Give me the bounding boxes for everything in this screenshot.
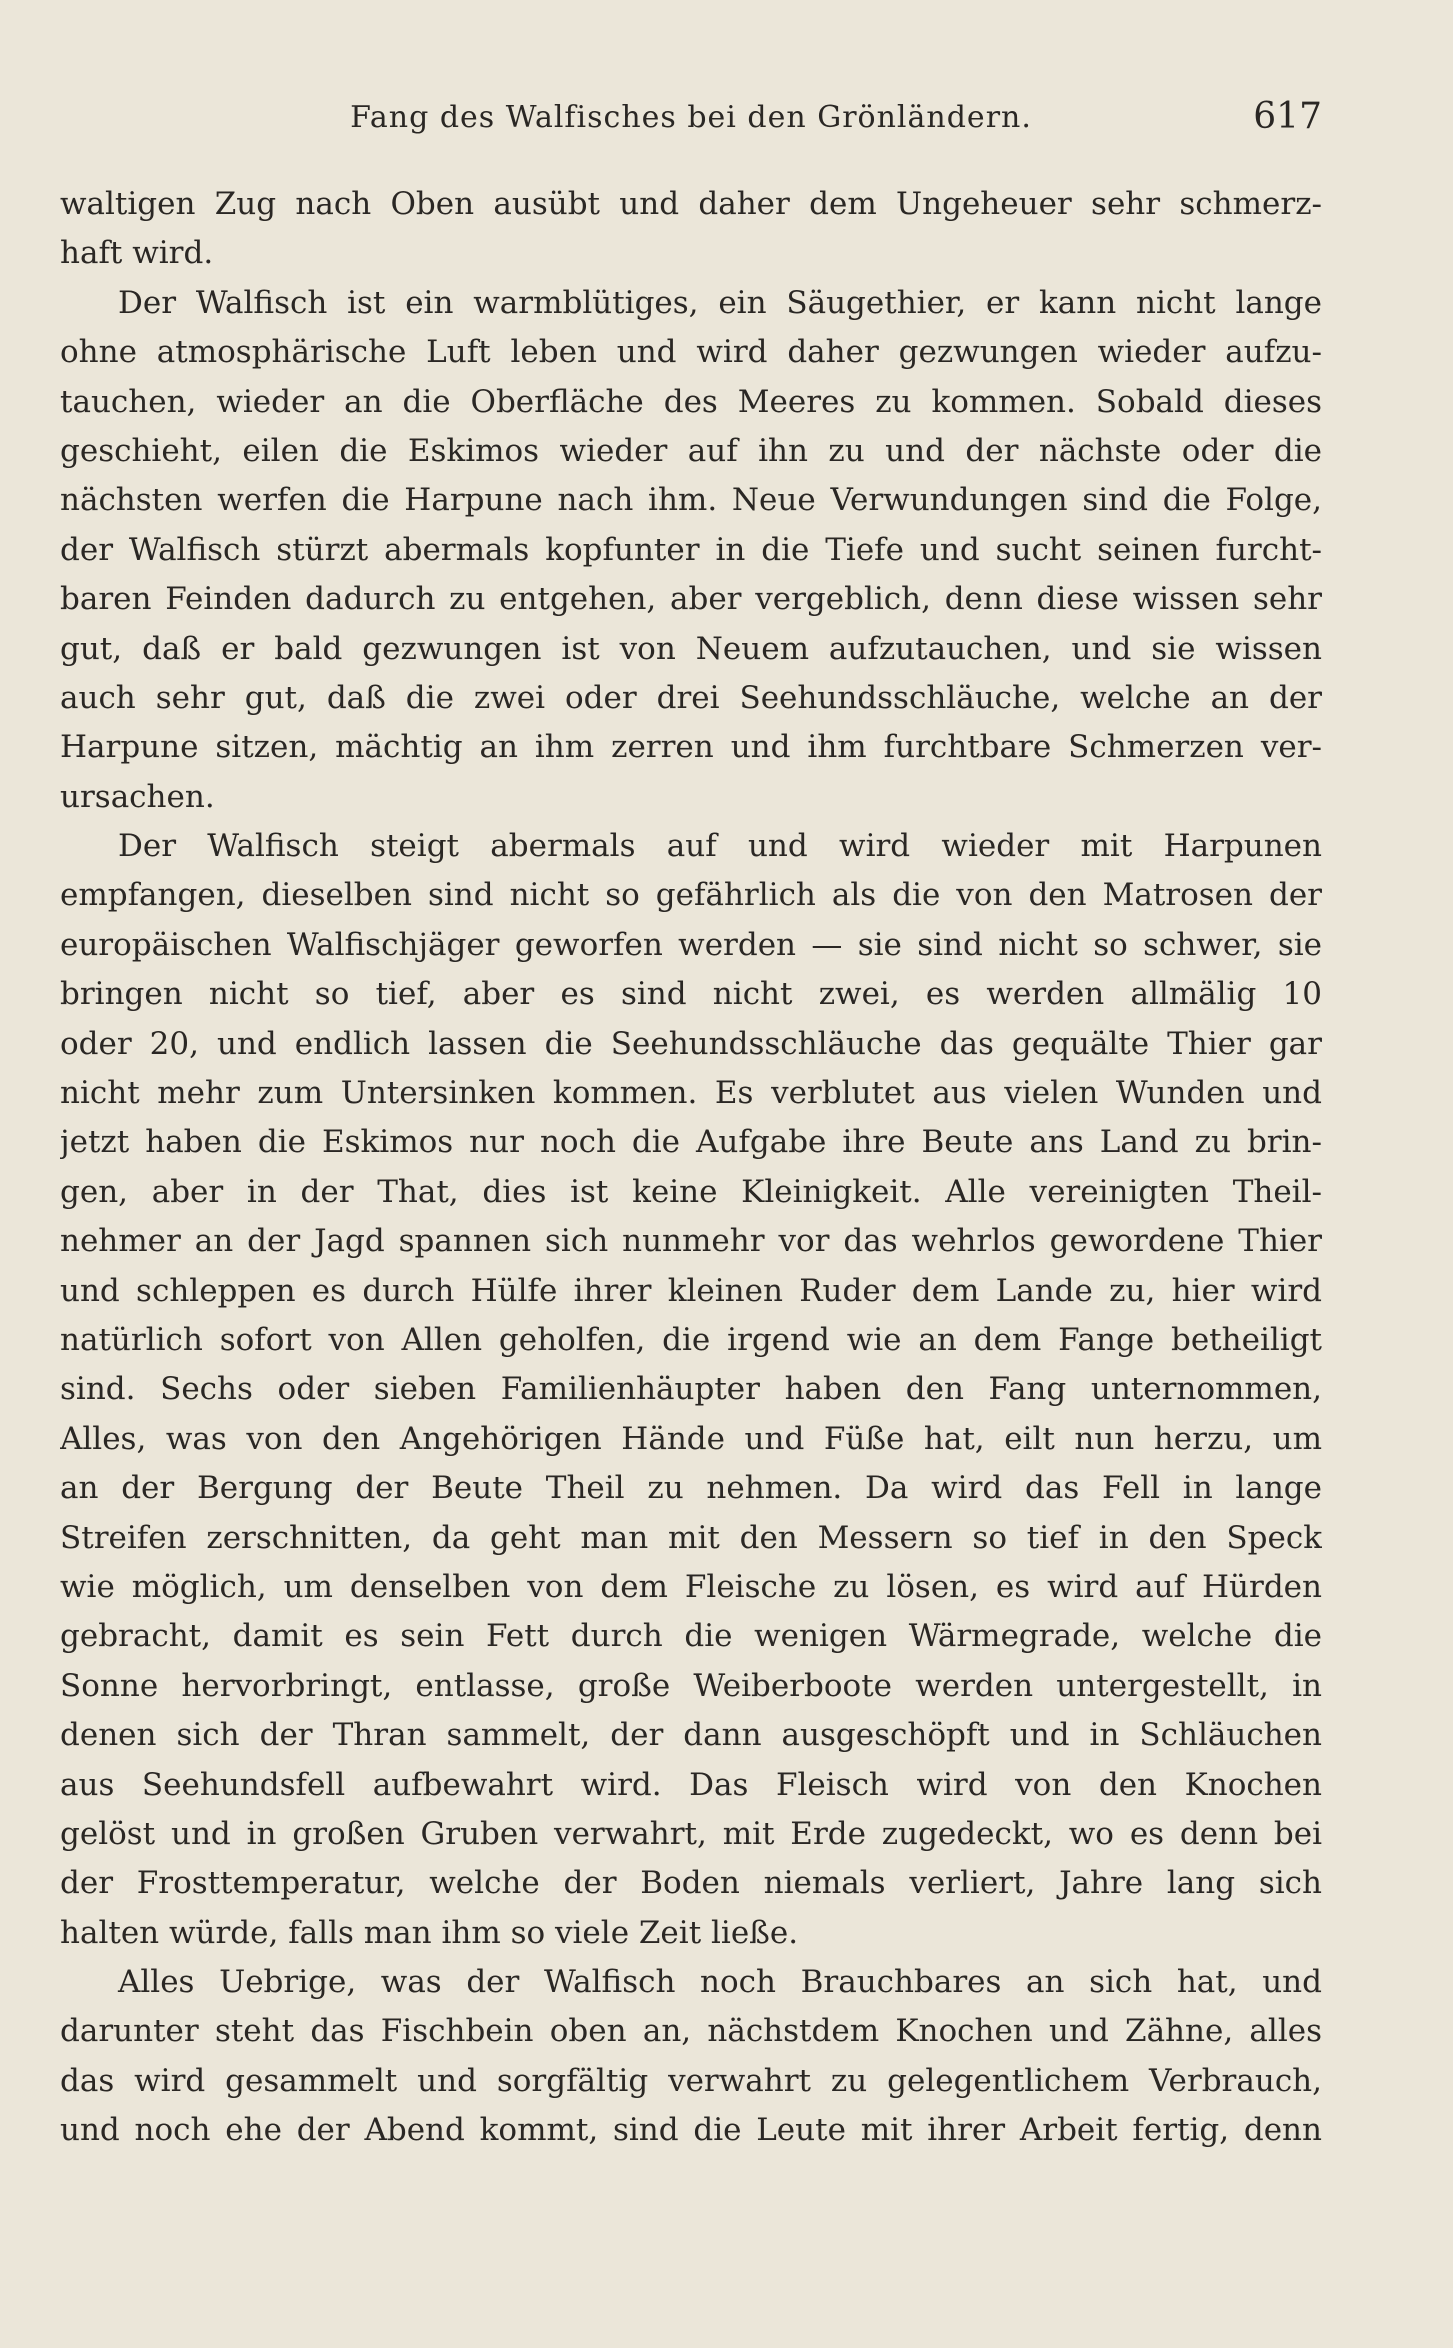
text-line: gut, daß er bald gezwungen ist von Neuem aufzutauchen, und sie wissen — [60, 630, 1322, 667]
text-line: gebracht, damit es sein Fett durch die wenigen Wärmegrade, welche die — [60, 1618, 1322, 1655]
text-line: geschieht, eilen die Eskimos wieder auf ihn zu und der nächste oder die — [60, 432, 1322, 469]
text-line: und schleppen es durch Hülfe ihrer kleinen Ruder dem Lande zu, hier wird — [60, 1272, 1322, 1309]
text-line: Harpune sitzen, mächtig an ihm zerren und ihm furchtbare Schmerzen ver- — [60, 729, 1322, 766]
text-line: an der Bergung der Beute Theil zu nehmen. Da wird das Fell in lange — [60, 1470, 1322, 1507]
text-line: auch sehr gut, daß die zwei oder drei Seehundsschläuche, welche an der — [60, 679, 1322, 716]
text-line: haft wird. — [60, 235, 214, 272]
text-line: gelöst und in großen Gruben verwahrt, mit Erde zugedeckt, wo es denn bei — [60, 1815, 1322, 1852]
text-line: Alles, was von den Angehörigen Hände und Füße hat, eilt nun herzu, um — [60, 1420, 1322, 1457]
text-line: ursachen. — [60, 778, 215, 815]
text-line: der Walfisch stürzt abermals kopfunter in die Tiefe und sucht seinen furcht- — [60, 531, 1322, 568]
text-line: aus Seehundsfell aufbewahrt wird. Das Fleisch wird von den Knochen — [60, 1766, 1322, 1803]
text-line: Streifen zerschnitten, da geht man mit den Messern so tief in den Speck — [60, 1519, 1322, 1556]
text-line: empfangen, dieselben sind nicht so gefährlich als die von den Matrosen der — [60, 877, 1322, 914]
page-number: 617 — [1253, 96, 1322, 137]
text-line: bringen nicht so tief, aber es sind nicht zwei, es werden allmälig 10 — [60, 976, 1322, 1013]
text-line: Der Walfisch steigt abermals auf und wird wieder mit Harpunen — [118, 828, 1322, 865]
text-line: nächsten werfen die Harpune nach ihm. Neue Verwundungen sind die Folge, — [60, 482, 1322, 519]
text-line: nicht mehr zum Untersinken kommen. Es verblutet aus vielen Wunden und — [60, 1075, 1322, 1112]
text-line: oder 20, und endlich lassen die Seehundsschläuche das gequälte Thier gar — [60, 1025, 1322, 1062]
text-line: jetzt haben die Eskimos nur noch die Aufgabe ihre Beute ans Land zu brin- — [60, 1124, 1322, 1161]
text-line: der Frosttemperatur, welche der Boden niemals verliert, Jahre lang sich — [60, 1865, 1322, 1902]
text-line: und noch ehe der Abend kommt, sind die Leute mit ihrer Arbeit fertig, denn — [60, 2112, 1322, 2149]
text-line: tauchen, wieder an die Oberfläche des Meeres zu kommen. Sobald dieses — [60, 383, 1322, 420]
text-line: Alles Uebrige, was der Walfisch noch Brauchbares an sich hat, und — [118, 1964, 1322, 2001]
text-line: Der Walfisch ist ein warmblütiges, ein Säugethier, er kann nicht lange — [118, 284, 1322, 321]
running-head-title: Fang des Walfisches bei den Grönländern. — [350, 100, 1032, 135]
text-line: gen, aber in der That, dies ist keine Kleinigkeit. Alle vereinigten Theil- — [60, 1173, 1322, 1210]
text-line: Sonne hervorbringt, entlasse, große Weiberboote werden untergestellt, in — [60, 1667, 1322, 1704]
text-line: halten würde, falls man ihm so viele Zeit ließe. — [60, 1914, 799, 1951]
text-line: nehmer an der Jagd spannen sich nunmehr vor das wehrlos gewordene Thier — [60, 1223, 1322, 1260]
text-line: denen sich der Thran sammelt, der dann ausgeschöpft und in Schläuchen — [60, 1717, 1322, 1754]
text-line: darunter steht das Fischbein oben an, nächstdem Knochen und Zähne, alles — [60, 2013, 1322, 2050]
text-line: ohne atmosphärische Luft leben und wird daher gezwungen wieder aufzu- — [60, 334, 1322, 371]
text-line: sind. Sechs oder sieben Familienhäupter haben den Fang unternommen, — [60, 1371, 1322, 1408]
text-line: baren Feinden dadurch zu entgehen, aber vergeblich, denn diese wissen sehr — [60, 581, 1322, 618]
text-line: das wird gesammelt und sorgfältig verwahrt zu gelegentlichem Verbrauch, — [60, 2062, 1322, 2099]
text-line: natürlich sofort von Allen geholfen, die irgend wie an dem Fange betheiligt — [60, 1321, 1322, 1358]
text-line: waltigen Zug nach Oben ausübt und daher dem Ungeheuer sehr schmerz- — [60, 186, 1322, 222]
text-line: europäischen Walfischjäger geworfen werden — sie sind nicht so schwer, sie — [60, 926, 1322, 963]
running-head — [60, 96, 1322, 148]
text-line: wie möglich, um denselben von dem Fleische zu lösen, es wird auf Hürden — [60, 1568, 1322, 1605]
body-text — [60, 180, 1322, 2156]
